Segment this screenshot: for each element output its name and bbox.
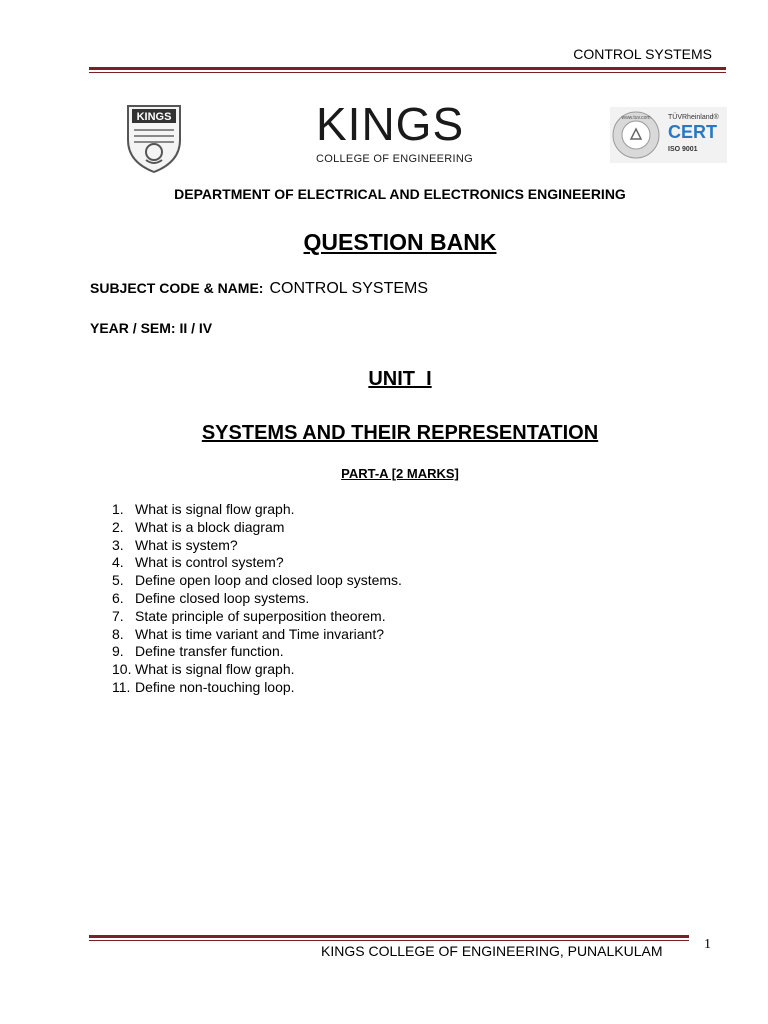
list-item bbox=[112, 572, 402, 590]
part-heading: PART-A [2 MARKS] bbox=[341, 466, 459, 481]
cert-standard: ISO 9001 bbox=[668, 146, 698, 153]
unit-title: SYSTEMS AND THEIR REPRESENTATION bbox=[201, 422, 599, 444]
list-item bbox=[112, 501, 402, 519]
cert-brand-text: TÜVRheinland® bbox=[668, 114, 719, 121]
header-rule-thin bbox=[89, 72, 726, 73]
running-header: CONTROL SYSTEMS bbox=[573, 46, 712, 62]
question-number: 11. bbox=[112, 678, 131, 695]
question-text: What is time variant and Time invariant? bbox=[135, 625, 384, 642]
footer-college-name: KINGS COLLEGE OF ENGINEERING, PUNALKULAM bbox=[321, 943, 663, 959]
question-number: 1. bbox=[112, 501, 124, 517]
header-rule bbox=[89, 67, 726, 70]
subject-label: SUBJECT CODE & NAME: bbox=[90, 280, 264, 296]
question-text: Define open loop and closed loop systems. bbox=[135, 572, 402, 589]
question-text: What is signal flow graph. bbox=[135, 501, 295, 517]
list-item bbox=[112, 661, 402, 679]
college-brand bbox=[316, 99, 473, 165]
question-number: 2. bbox=[112, 518, 124, 535]
question-number: 10. bbox=[112, 661, 132, 678]
year-sem-line: YEAR / SEM: II / IV bbox=[90, 320, 213, 336]
question-text: What is control system? bbox=[135, 554, 284, 571]
list-item bbox=[112, 608, 402, 626]
cert-label: CERT bbox=[668, 122, 717, 142]
brand-name: KINGS bbox=[316, 98, 465, 150]
list-item bbox=[112, 590, 402, 608]
footer-rule bbox=[89, 935, 689, 938]
list-item bbox=[112, 554, 402, 572]
question-text: Define transfer function. bbox=[135, 643, 284, 660]
cert-ring-text: www.tuv.com bbox=[621, 115, 651, 121]
subject-line bbox=[90, 280, 428, 298]
question-text: Define non-touching loop. bbox=[135, 678, 295, 695]
question-list bbox=[112, 501, 402, 697]
question-number: 4. bbox=[112, 554, 124, 571]
question-text: State principle of superposition theorem. bbox=[135, 607, 386, 624]
subject-value: CONTROL SYSTEMS bbox=[269, 280, 429, 297]
list-item bbox=[112, 643, 402, 661]
question-number: 3. bbox=[112, 536, 124, 553]
question-number: 6. bbox=[112, 589, 124, 606]
page-number: 1 bbox=[704, 937, 711, 952]
question-text: What is a block diagram bbox=[135, 518, 285, 535]
question-number: 8. bbox=[112, 625, 124, 642]
tuv-cert-logo bbox=[610, 107, 727, 163]
emblem-text: KINGS bbox=[136, 111, 172, 123]
list-item bbox=[112, 626, 402, 644]
brand-subtitle: COLLEGE OF ENGINEERING bbox=[316, 153, 473, 165]
question-text: What is signal flow graph. bbox=[135, 661, 295, 678]
question-number: 9. bbox=[112, 643, 124, 660]
document-title: QUESTION BANK bbox=[303, 229, 497, 255]
question-text: What is system? bbox=[135, 536, 238, 553]
list-item bbox=[112, 537, 402, 555]
college-emblem-logo bbox=[124, 100, 184, 174]
question-text: Define closed loop systems. bbox=[135, 589, 310, 606]
list-item bbox=[112, 519, 402, 537]
question-number: 7. bbox=[112, 607, 124, 624]
question-number: 5. bbox=[112, 572, 124, 589]
unit-heading: UNIT I bbox=[368, 368, 432, 390]
list-item bbox=[112, 679, 402, 697]
footer-rule-thin bbox=[89, 940, 689, 941]
department-heading: DEPARTMENT OF ELECTRICAL AND ELECTRONICS ENGINEERING bbox=[174, 186, 626, 202]
